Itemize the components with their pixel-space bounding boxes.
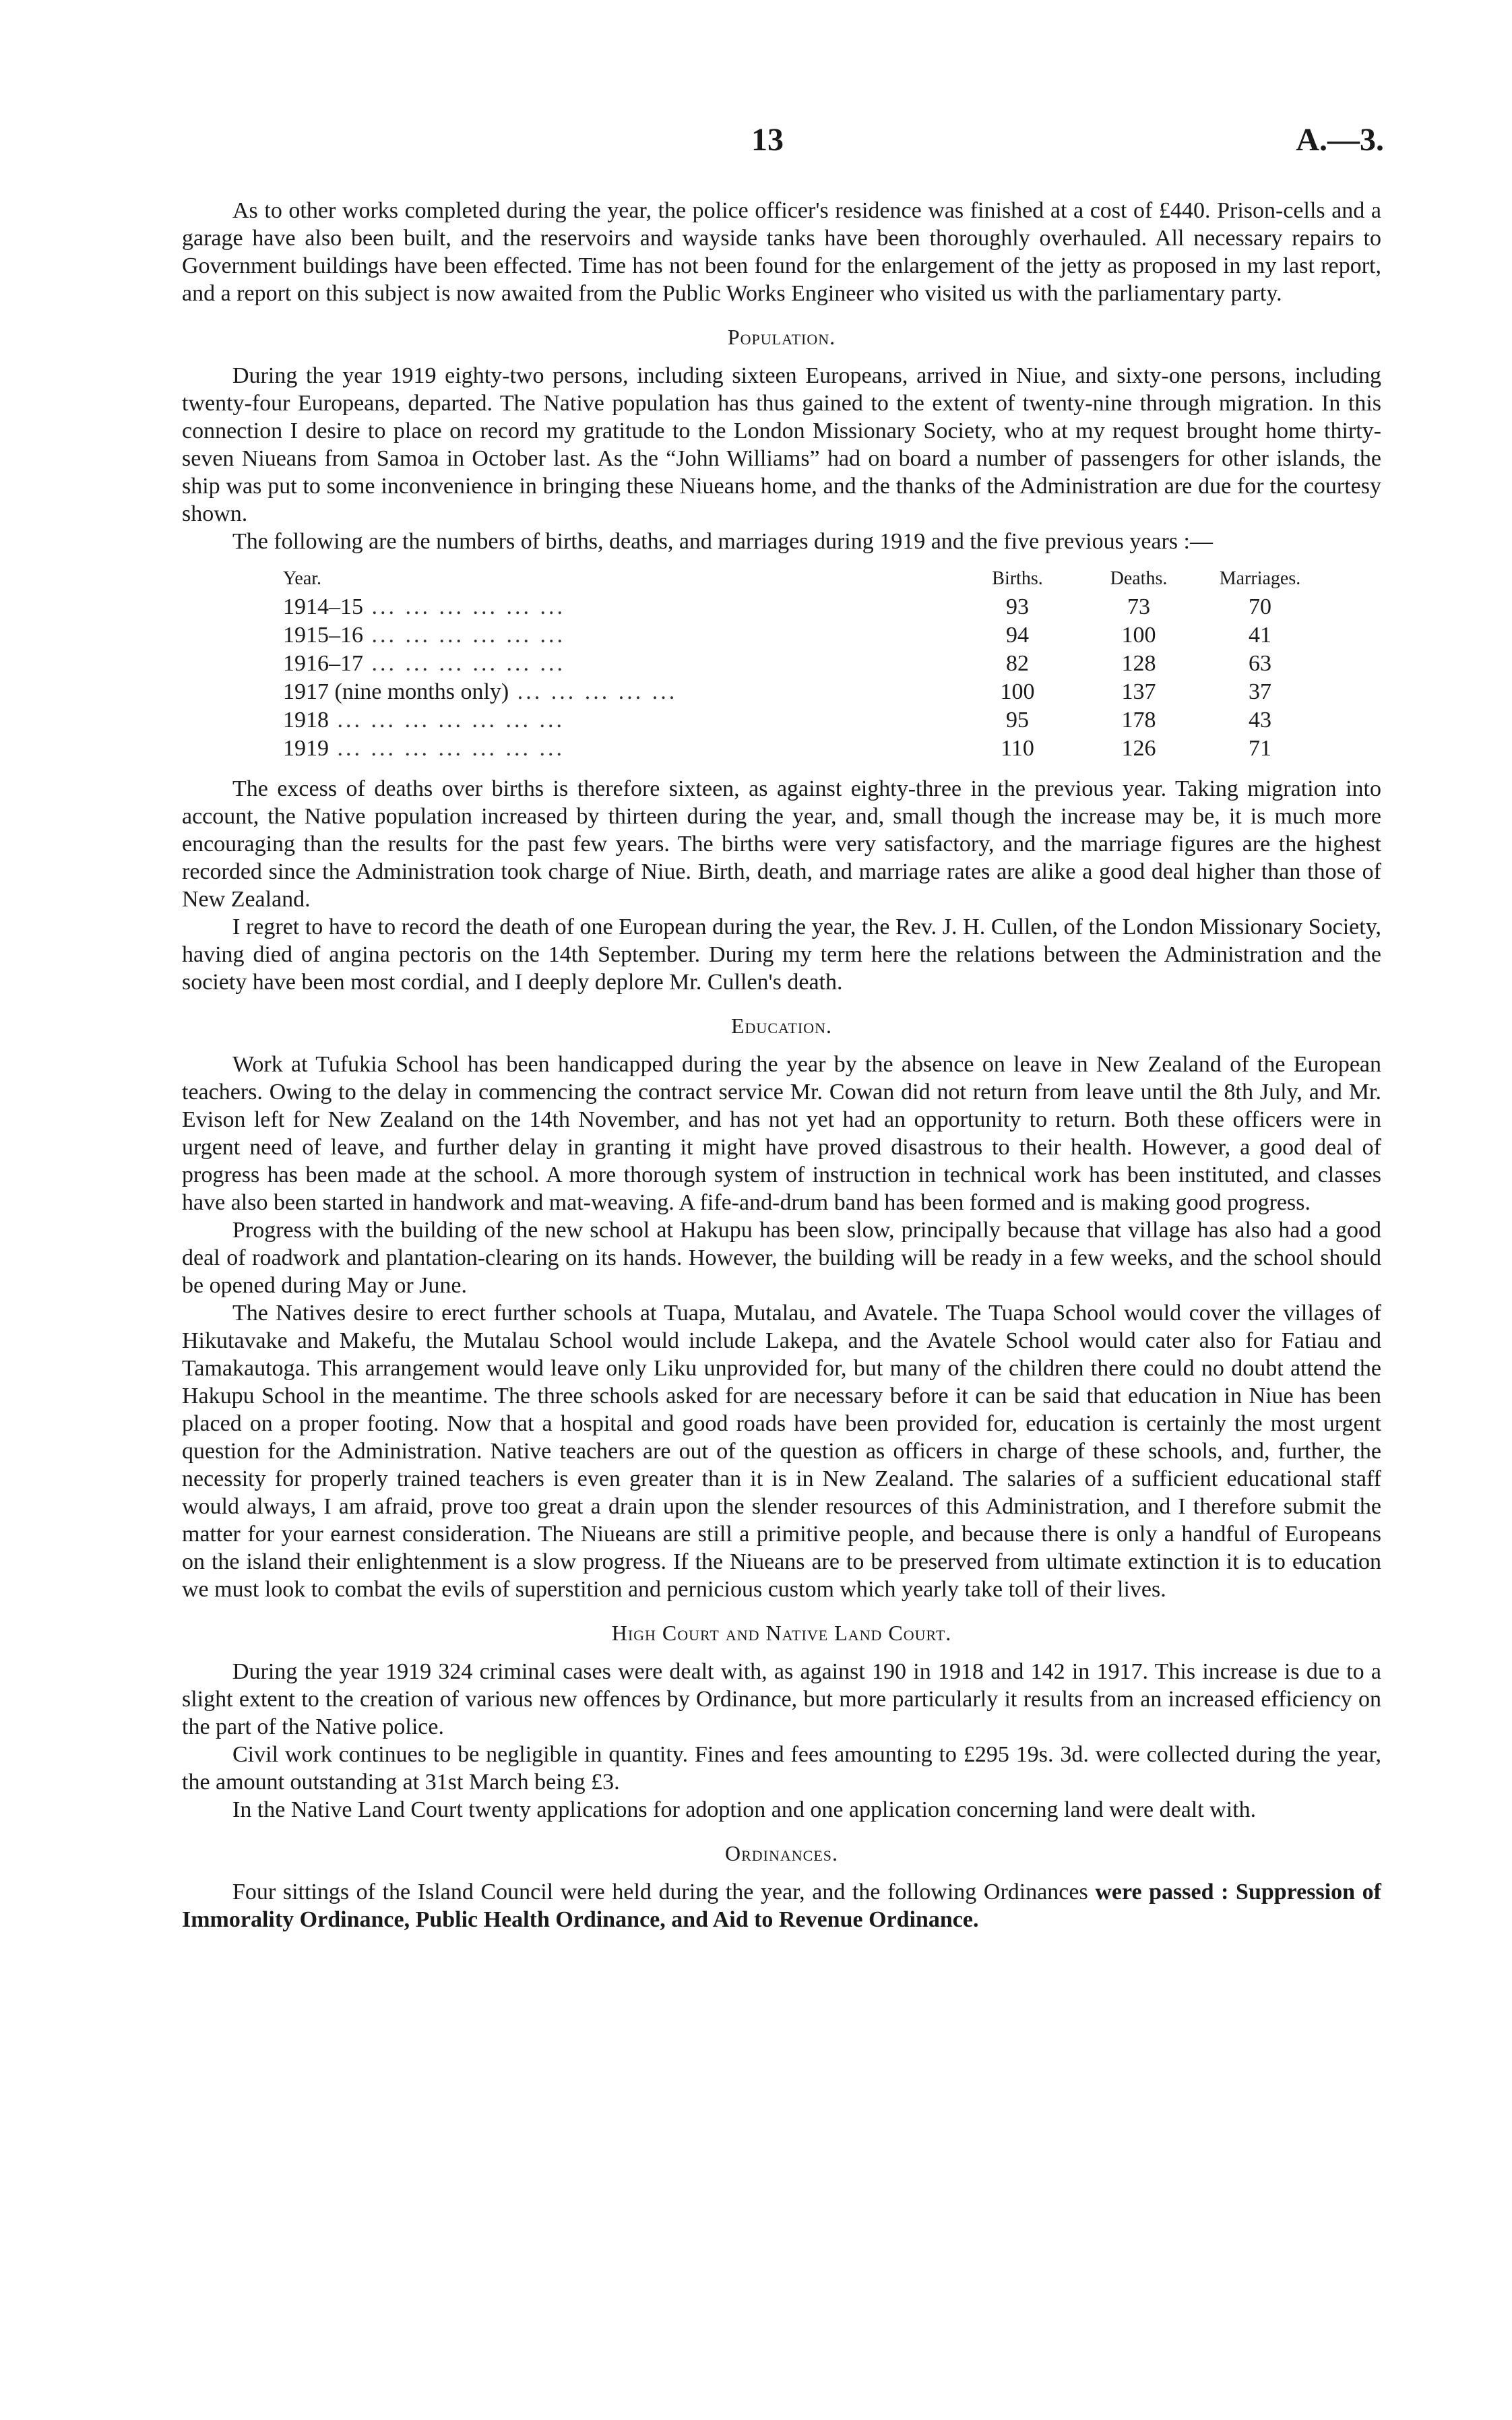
marriages-cell: 70 [1249,594,1271,619]
section-title-ordinances: Ordinances. [724,1841,838,1865]
high-court-paragraph: In the Native Land Court twenty applications for adoption and one application concerning land were dealt with. [232,1797,1257,1822]
column-header-deaths: Deaths. [1110,568,1168,589]
section-title-education: Education. [731,1014,832,1038]
leader-dots: ... ... ... ... ... [509,679,678,704]
leader-dots: ... ... ... ... ... ... ... [329,736,565,761]
births-cell: 93 [1006,594,1029,619]
leader-dots: ... ... ... ... ... ... ... [329,708,565,733]
ordinances-text: Four sittings of the Island Council were held during the year, and the following Ordinances [232,1880,1096,1904]
deaths-cell: 100 [1121,623,1156,648]
population-paragraph: I regret to have to record the death of one European during the year, the Rev. J. H. Cullen, of the London Missionary Society, having died of angina pectoris on the 14th September. During my term here the relations between the Administration and the society have been most cordial, and I deeply deplore Mr. Cullen's death. [182,914,1381,995]
marriages-cell: 71 [1249,736,1271,761]
population-paragraph: During the year 1919 eighty-two persons, including sixteen Europeans, arrived in Niue, and sixty-one persons, including twenty-four Europeans, departed. The Native population has thus gained to the extent of twenty-nine through migration. In this connection I desire to place on record my gratitude to the London Missionary Society, who at my request brought home thirty-seven Niueans from Samoa in October last. As the “John Williams” had on board a number of passengers for other islands, the ship was put to some inconvenience in bringing these Niueans home, and the thanks of the Administration are due for the courtesy shown. [182,363,1381,526]
marriages-cell: 63 [1249,651,1271,676]
leader-dots: ... ... ... ... ... ... [363,651,565,676]
table-row [283,735,1321,763]
document-reference: A.—3. [1296,122,1384,158]
table-row [283,650,1321,678]
births-cell: 95 [1006,708,1029,733]
leader-dots: ... ... ... ... ... ... [363,623,565,648]
page-number: 13 [751,122,784,158]
deaths-cell: 73 [1127,594,1150,619]
population-paragraph: The excess of deaths over births is therefore sixteen, as against eighty-three in the previous year. Taking migration into account, the Native population increased by thirteen during the year, and, small though the increase may be, it is much more encouraging than the results for the past few years. The births were very satisfactory, and the marriage figures are the highest recorded since the Administration took charge of Niue. Birth, death, and marriage rates are alike a good deal higher than those of New Zealand. [182,776,1381,912]
marriages-cell: 41 [1249,623,1271,648]
column-header-births: Births. [992,568,1043,589]
section-title-high-court: High Court and Native Land Court. [611,1621,952,1645]
intro-paragraph: As to other works completed during the year, the police officer's residence was finished at a cost of £440. Prison-cells and a garage have also been built, and the reservoirs and wayside tanks have been thoroughly overhauled. All necessary repairs to Government buildings have been effected. Time has not been found for the enlargement of the jetty as proposed in my last report, and a report on this subject is now awaited from the Public Works Engineer who visited us with the parliamentary party. [182,198,1381,306]
marriages-cell: 37 [1249,679,1271,704]
year-cell: 1916–17 [283,651,363,676]
deaths-cell: 178 [1121,708,1156,733]
year-cell: 1917 (nine months only) [283,679,509,704]
deaths-cell: 137 [1121,679,1156,704]
column-header-marriages: Marriages. [1219,568,1301,589]
births-cell: 94 [1006,623,1029,648]
ordinances-list: were passed : Suppression of Immorality Ordinance, Public Health Ordinance, and Aid to Revenue Ordinance. [182,1880,1381,1932]
deaths-cell: 128 [1121,651,1156,676]
table-row [283,706,1321,735]
births-cell: 110 [1001,736,1034,761]
year-cell: 1918 [283,708,329,733]
column-header-year: Year. [283,568,322,589]
table-header-row [283,565,1321,593]
page-header [0,121,1512,162]
deaths-cell: 126 [1121,736,1156,761]
table-row [283,678,1321,706]
year-cell: 1914–15 [283,594,363,619]
high-court-paragraph: During the year 1919 324 criminal cases were dealt with, as against 190 in 1918 and 142 in 1917. This increase is due to a slight extent to the creation of various new offences by Ordinance, but more particularly it results from an increased efficiency on the part of the Native police. [182,1659,1381,1739]
year-cell: 1919 [283,736,329,761]
births-cell: 82 [1006,651,1029,676]
page-body [182,197,1381,1933]
marriages-cell: 43 [1249,708,1271,733]
births-cell: 100 [1000,679,1035,704]
section-title-population: Population. [727,325,836,349]
leader-dots: ... ... ... ... ... ... [363,594,565,619]
high-court-paragraph: Civil work continues to be negligible in quantity. Fines and fees amounting to £295 19s. 3d. were collected during the year, the amount outstanding at 31st March being £3. [182,1742,1381,1795]
education-paragraph: The Natives desire to erect further schools at Tuapa, Mutalau, and Avatele. The Tuapa School would cover the villages of Hikutavake and Makefu, the Mutalau School would include Lakepa, and the Avatele School would cater also for Fatiau and Tamakautoga. This arrangement would leave only Liku unprovided for, but many of the children there could no doubt attend the Hakupu School in the meantime. The three schools asked for are necessary before it can be said that education in Niue has been placed on a proper footing. Now that a hospital and good roads have been provided for, education is certainly the most urgent question for the Administration. Native teachers are out of the question as officers in charge of these schools, and, further, the necessity for properly trained teachers is even greater than it is in New Zealand. The salaries of a sufficient educational staff would always, I am afraid, prove too great a drain upon the slender resources of this Administration, and I therefore submit the matter for your earnest consideration. The Niueans are still a primitive people, and because there is only a handful of Europeans on the island their enlightenment is a slow progress. If the Niueans are to be preserved from ultimate extinction it is to education we must look to combat the evils of superstition and pernicious custom which yearly take toll of their lives. [182,1301,1381,1602]
population-paragraph: The following are the numbers of births, deaths, and marriages during 1919 and the five previous years :— [232,529,1213,554]
education-paragraph: Work at Tufukia School has been handicapped during the year by the absence on leave in New Zealand of the European teachers. Owing to the delay in commencing the contract service Mr. Cowan did not return from leave until the 8th July, and Mr. Evison left for New Zealand on the 14th November, and has not yet had an opportunity to return. Both these officers were in urgent need of leave, and further delay in granting it might have proved disastrous to their health. However, a good deal of progress has been made at the school. A more thorough system of instruction in technical work has been instituted, and classes have also been started in handwork and mat-weaving. A fife-and-drum band has been formed and is making good progress. [182,1052,1381,1215]
year-cell: 1915–16 [283,623,363,648]
table-row [283,621,1321,650]
vital-statistics-table [283,565,1321,763]
table-row [283,593,1321,621]
ordinances-paragraph [182,1878,1381,1933]
education-paragraph: Progress with the building of the new school at Hakupu has been slow, principally because that village has also had a good deal of roadwork and plantation-clearing on its hands. However, the building will be ready in a few weeks, and the school should be opened during May or June. [182,1218,1381,1298]
